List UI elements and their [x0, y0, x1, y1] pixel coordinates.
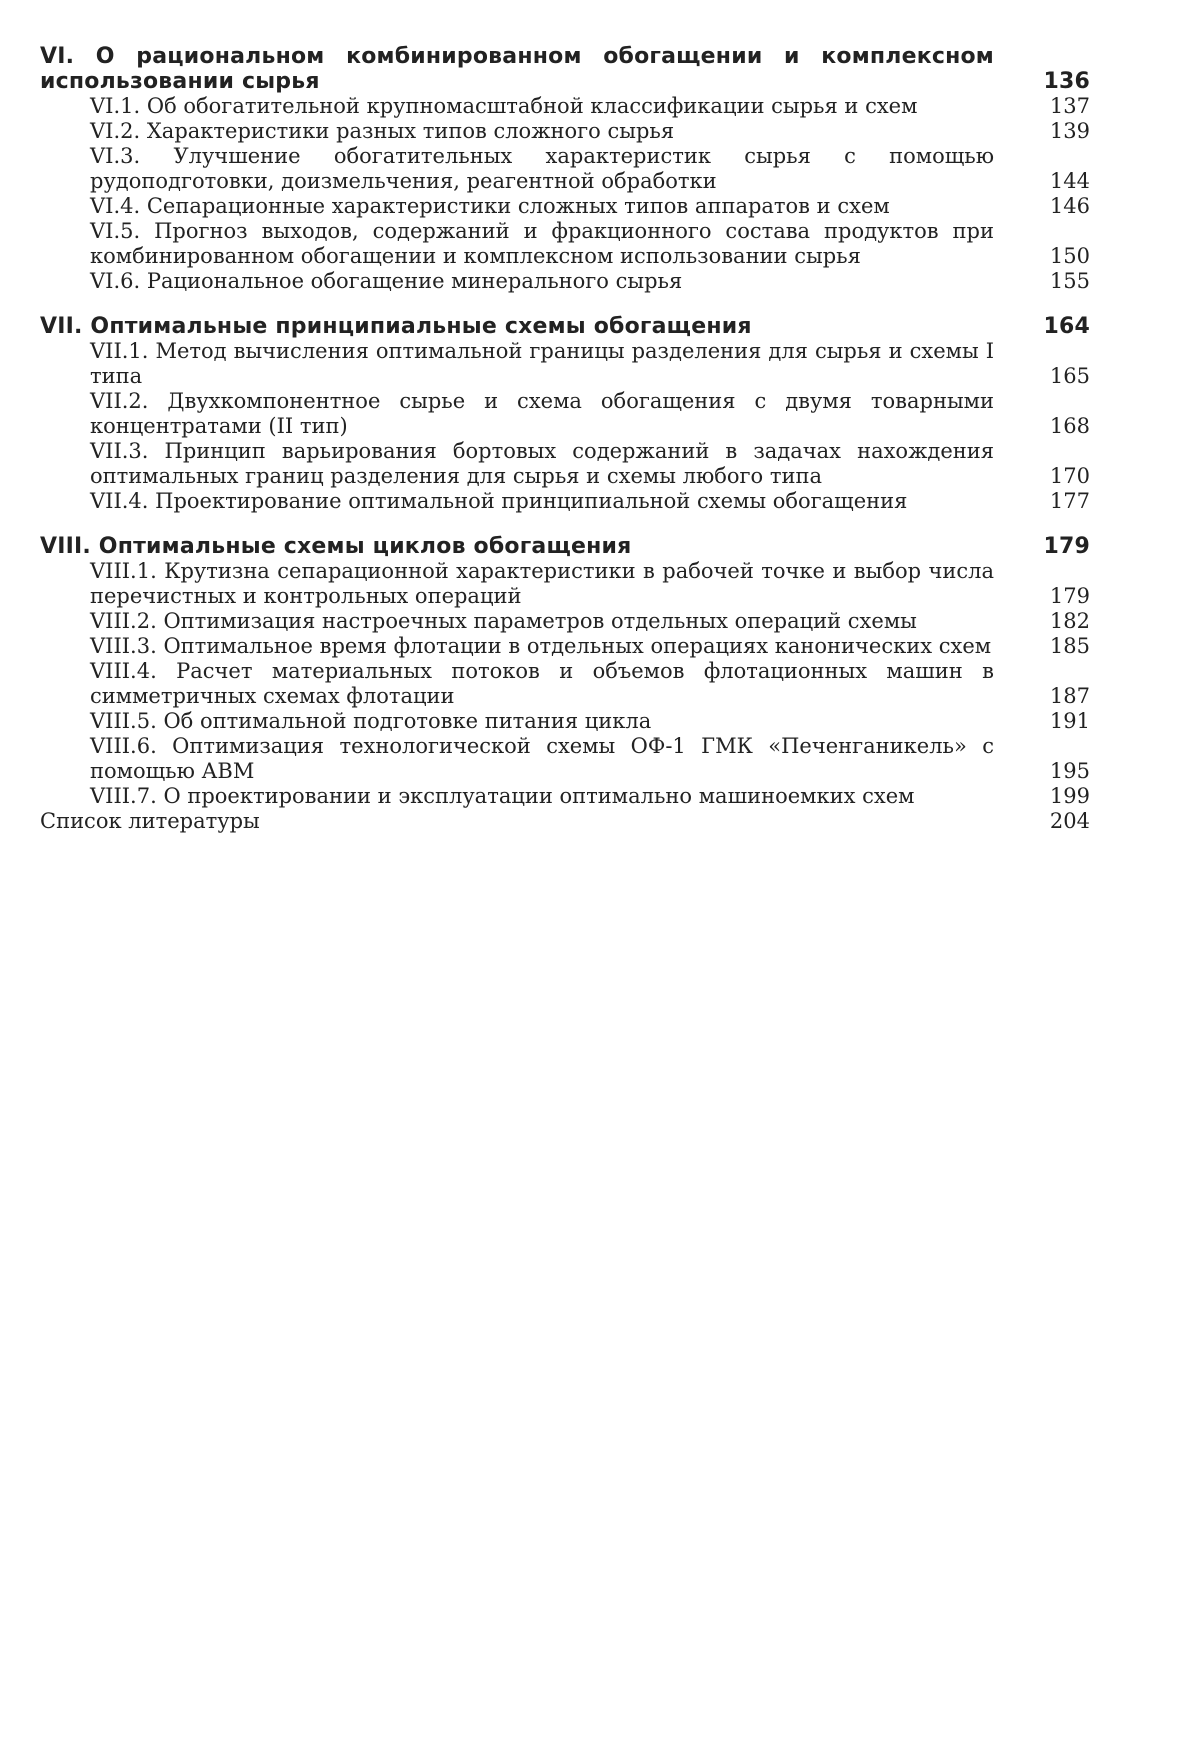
page-number: 195: [1049, 759, 1090, 783]
toc-section-entry: [90, 439, 1090, 489]
page-number: 155: [1049, 269, 1090, 293]
section-title: VI.6. Рациональное обогащение минерального сырья: [90, 269, 683, 293]
toc-section-entry: [90, 634, 1090, 659]
chapter-heading: [40, 314, 1090, 339]
toc-section-entry: [90, 734, 1090, 784]
page-number: 182: [1049, 609, 1090, 633]
chapter-heading: [40, 534, 1090, 559]
section-title: VI.2. Характеристики разных типов сложного сырья: [90, 119, 675, 143]
toc-section-entry: [90, 219, 1090, 269]
section-title: VIII.6. Оптимизация технологической схемы ОФ-1 ГМК «Печенганикель» с помощью АВМ: [90, 734, 994, 783]
page-number: 170: [1049, 464, 1090, 488]
toc-section-entry: [90, 489, 1090, 514]
section-title: VIII.1. Крутизна сепарационной характеристики в рабочей точке и выбор числа перечистных и контрольных операций: [90, 559, 994, 608]
section-title: VII.3. Принцип варьирования бортовых содержаний в задачах нахождения оптимальных границ разделения для сырья и схемы любого типа: [90, 439, 994, 488]
page-number: 165: [1049, 364, 1090, 388]
toc-section-entry: [90, 559, 1090, 609]
page-number: 164: [1043, 314, 1090, 339]
section-title: VII.4. Проектирование оптимальной принципиальной схемы обогащения: [90, 489, 908, 513]
page-number: 168: [1049, 414, 1090, 438]
toc-section-entry: [90, 194, 1090, 219]
page-number: 191: [1049, 709, 1090, 733]
page-number: 179: [1043, 534, 1090, 559]
table-of-contents: [40, 44, 1090, 834]
section-title: VI.4. Сепарационные характеристики сложных типов аппаратов и схем: [90, 194, 890, 218]
page-number: 187: [1049, 684, 1090, 708]
section-list: [40, 339, 1090, 514]
page-number: 136: [1043, 69, 1090, 94]
toc-section-entry: [90, 389, 1090, 439]
section-list: [40, 559, 1090, 809]
section-title: VII.2. Двухкомпонентное сырье и схема обогащения с двумя товарными концентратами (II тип): [90, 389, 994, 438]
chapter-title: VII. Оптимальные принципиальные схемы обогащения: [40, 314, 752, 339]
section-title: VIII.5. Об оптимальной подготовке питания цикла: [90, 709, 652, 733]
page-number: 144: [1049, 169, 1090, 193]
section-title: VIII.3. Оптимальное время флотации в отдельных операциях канонических схем: [90, 634, 992, 658]
page-number: 204: [1049, 809, 1090, 833]
toc-section-entry: [90, 94, 1090, 119]
section-title: VIII.2. Оптимизация настроечных параметров отдельных операций схемы: [90, 609, 917, 633]
section-list: [40, 94, 1090, 294]
page-number: 150: [1049, 244, 1090, 268]
section-title: VII.1. Метод вычисления оптимальной границы разделения для сырья и схемы I типа: [90, 339, 994, 388]
toc-section-entry: [90, 609, 1090, 634]
page-number: 179: [1049, 584, 1090, 608]
toc-section-entry: [90, 784, 1090, 809]
section-title: VI.5. Прогноз выходов, содержаний и фракционного состава продуктов при комбинированном обогащении и комплексном использовании сырья: [90, 219, 994, 268]
chapter-heading: [40, 44, 1090, 94]
toc-section-entry: [90, 659, 1090, 709]
toc-section-entry: [90, 144, 1090, 194]
chapter-title: VIII. Оптимальные схемы циклов обогащения: [40, 534, 632, 559]
page-number: 139: [1049, 119, 1090, 143]
bibliography-entry: [40, 809, 1090, 834]
bibliography-title: Список литературы: [40, 809, 260, 833]
toc-section-entry: [90, 119, 1090, 144]
section-title: VI.3. Улучшение обогатительных характеристик сырья с помощью рудоподготовки, доизмельчения, реагентной обработки: [90, 144, 994, 193]
section-title: VIII.7. О проектировании и эксплуатации оптимально машиноемких схем: [90, 784, 915, 808]
page-number: 199: [1049, 784, 1090, 808]
section-title: VI.1. Об обогатительной крупномасштабной классификации сырья и схем: [90, 94, 918, 118]
page-number: 137: [1049, 94, 1090, 118]
chapter-title: VI. О рациональном комбинированном обогащении и комплексном использовании сырья: [40, 44, 994, 94]
page-number: 146: [1049, 194, 1090, 218]
section-title: VIII.4. Расчет материальных потоков и объемов флотационных машин в симметричных схемах флотации: [90, 659, 994, 708]
toc-section-entry: [90, 709, 1090, 734]
toc-section-entry: [90, 269, 1090, 294]
page-number: 177: [1049, 489, 1090, 513]
toc-section-entry: [90, 339, 1090, 389]
page-number: 185: [1049, 634, 1090, 658]
